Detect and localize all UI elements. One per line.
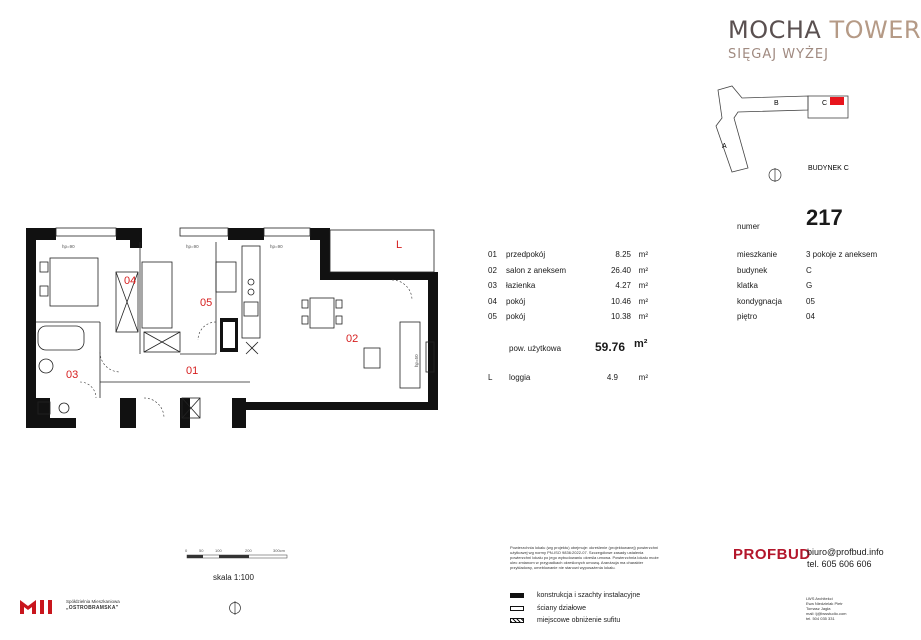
- compass-icon: [228, 600, 242, 616]
- apartment-number: 217: [806, 205, 843, 230]
- cooperative-line1: Spółdzielnia Mieszkaniowa: [66, 599, 120, 604]
- brand-title-part1: MOCHA: [728, 16, 822, 44]
- room-number: 02: [488, 265, 497, 275]
- room-row: [488, 266, 658, 282]
- room-area: 8.25: [615, 250, 631, 259]
- room-label-03: 03: [66, 369, 79, 381]
- building-label: BUDYNEK C: [808, 165, 849, 172]
- loggia-number: L: [488, 373, 493, 382]
- brand-subtitle: SIĘGAJ WYŻEJ: [728, 47, 829, 62]
- room-unit: m²: [638, 281, 648, 290]
- total-area-label: pow. użytkowa: [509, 344, 562, 353]
- room-label-l: L: [396, 239, 403, 251]
- scale-tick: 0: [185, 548, 188, 553]
- architect-line: tel. 504 035 331: [806, 616, 835, 621]
- room-label-02: 02: [346, 333, 359, 345]
- room-unit: m²: [638, 312, 648, 321]
- legend-label: ściany działowe: [537, 604, 587, 612]
- scale-bar: [185, 546, 295, 566]
- info-row: [737, 266, 897, 282]
- disclaimer-text: Powierzchnia lokalu (wg projektu) obejmuje: określenie (projektowanej) powierzchni użytkowej wg normy PN-ISO 9836:2022-07. Szczegółowe zasady ustalenia powierzchni lokalu po jego wybudowaniu określa umowa. Powierzchnia lokalu może ulec zmianom w przypadkach określonych umową. Aranżacja ma charakter przykładowy, umeblowanie nie stanowi wyposażenia lokalu.: [510, 545, 659, 570]
- loggia-area: 4.9: [606, 373, 618, 382]
- room-number: 04: [488, 296, 497, 306]
- developer-phone[interactable]: tel. 605 606 606: [807, 559, 872, 569]
- brand-title: [728, 16, 921, 44]
- architect-info: [806, 596, 896, 621]
- room-list: [488, 250, 658, 328]
- window-tag: hp=50: [414, 354, 419, 367]
- window-tag: hp=90: [62, 244, 75, 249]
- loggia-unit: m²: [638, 373, 648, 382]
- info-value: C: [806, 265, 812, 275]
- window-tag: hp=90: [186, 244, 199, 249]
- scale-tick: 50: [199, 548, 204, 553]
- developer-contact: [807, 546, 884, 570]
- legend-label: miejscowe obniżenie sufitu: [537, 617, 621, 624]
- developer-logo: PROFBUD: [733, 546, 811, 563]
- room-area: 26.40: [610, 265, 631, 275]
- room-name: pokój: [506, 312, 526, 321]
- scale-label: skala 1:100: [213, 573, 254, 582]
- room-area: 10.38: [610, 312, 631, 321]
- architect-line: LWS Architekci: [806, 596, 833, 601]
- apartment-info: [737, 250, 897, 328]
- total-area-value: 59.76: [595, 340, 626, 354]
- info-value: 05: [806, 296, 815, 306]
- room-area: 4.27: [615, 281, 631, 290]
- legend: [510, 592, 710, 630]
- room-number: 01: [488, 250, 497, 259]
- key-plan: [690, 80, 870, 200]
- room-unit: m²: [638, 250, 648, 259]
- architect-line: Tomasz Jagła: [806, 606, 831, 611]
- loggia-name: loggia: [509, 373, 531, 382]
- room-row: [488, 281, 658, 297]
- room-number: 03: [488, 281, 497, 290]
- legend-row: [510, 605, 710, 618]
- key-plan-outline: [716, 86, 808, 172]
- legend-swatch: [510, 618, 524, 623]
- total-area: [509, 338, 659, 358]
- cooperative-logo: [20, 598, 160, 614]
- north-arrow-icon: [769, 168, 781, 182]
- cooperative-line2: „OSTROBRAMSKA”: [66, 605, 119, 611]
- room-row: [488, 297, 658, 313]
- room-number: 05: [488, 312, 497, 321]
- room-label-01: 01: [186, 365, 199, 377]
- legend-swatch: [510, 593, 524, 598]
- info-key: kondygnacja: [737, 296, 782, 306]
- key-plan-label-a: A: [722, 143, 727, 150]
- room-unit: m²: [638, 296, 648, 306]
- info-key: mieszkanie: [737, 250, 778, 259]
- key-plan-label-c: C: [822, 100, 828, 107]
- info-row: [737, 297, 897, 313]
- scale-tick: 300cm: [273, 548, 286, 553]
- room-label-04: 04: [124, 275, 137, 287]
- room-area: 10.46: [610, 296, 631, 306]
- info-value: 04: [806, 312, 815, 321]
- room-name: przedpokój: [506, 250, 546, 259]
- info-row: [737, 312, 897, 328]
- brand-title-part2: TOWER: [829, 16, 921, 44]
- floor-plan: [20, 222, 450, 442]
- room-unit: m²: [638, 265, 648, 275]
- cooperative-mark-icon: [20, 598, 62, 614]
- legend-label: konstrukcja i szachty instalacyjne: [537, 592, 641, 599]
- key-plan-label-b: B: [774, 100, 779, 107]
- key-plan-highlight: [830, 97, 844, 105]
- legend-row: [510, 592, 710, 605]
- room-name: pokój: [506, 296, 526, 306]
- room-row: [488, 250, 658, 266]
- info-key: piętro: [737, 312, 758, 321]
- info-value: G: [806, 281, 813, 290]
- info-value: 3 pokoje z aneksem: [806, 250, 878, 259]
- loggia-row: [488, 373, 658, 387]
- architect-line: Ewa Niedzielak Pietr: [806, 601, 843, 606]
- scale-tick: 200: [245, 548, 252, 553]
- info-key: klatka: [737, 281, 758, 290]
- room-name: łazienka: [506, 281, 536, 290]
- developer-email[interactable]: biuro@profbud.info: [807, 547, 884, 557]
- window-tag: hp=90: [270, 244, 283, 249]
- architect-line: mail: lj@lwsstudio.com: [806, 611, 847, 616]
- total-area-unit: m²: [634, 338, 648, 350]
- room-row: [488, 312, 658, 328]
- room-label-05: 05: [200, 297, 213, 309]
- legend-swatch: [510, 606, 524, 611]
- info-key: budynek: [737, 265, 768, 275]
- room-name: salon z aneksem: [506, 265, 567, 275]
- brand-block: [728, 16, 921, 62]
- info-row: [737, 281, 897, 297]
- scale-tick: 100: [215, 548, 222, 553]
- info-row: [737, 250, 897, 266]
- legend-row: [510, 617, 710, 630]
- apartment-number-label: numer: [737, 222, 760, 231]
